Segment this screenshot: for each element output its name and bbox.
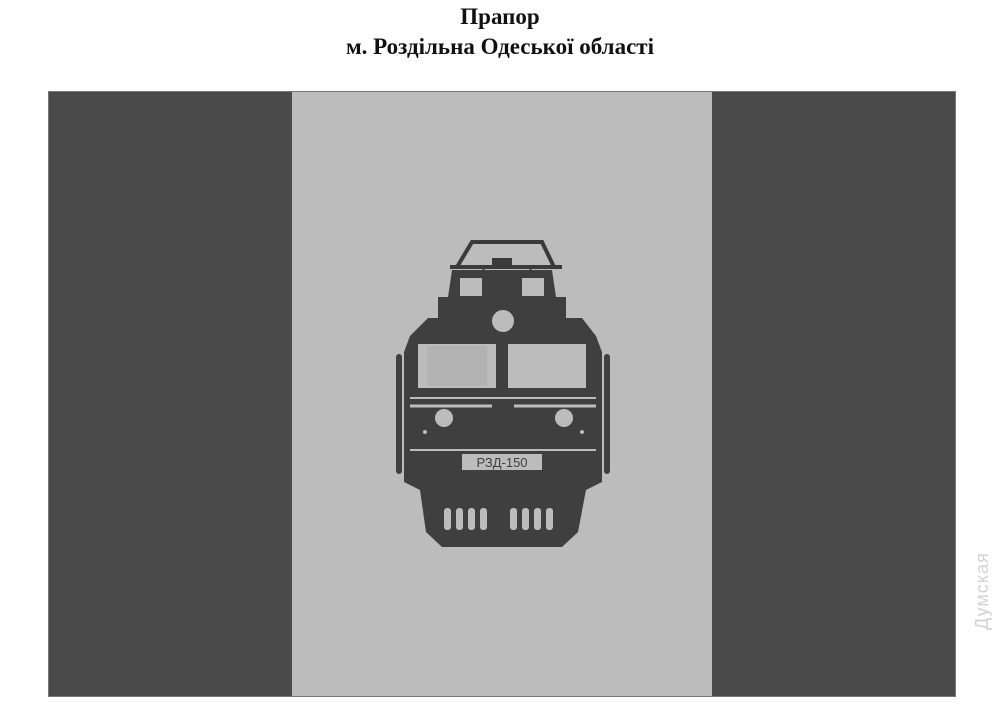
flag-center-stripe [292,92,712,696]
flag-image [48,91,956,697]
page-title: Прапор [460,4,540,29]
locomotive-plate: РЗД-150 [476,455,528,470]
flag-left-stripe [49,92,292,696]
electric-locomotive-icon [292,92,712,696]
flag-right-stripe [712,92,955,696]
watermark: Думская [972,552,992,630]
page-subtitle: м. Роздільна Одеської області [346,34,654,59]
